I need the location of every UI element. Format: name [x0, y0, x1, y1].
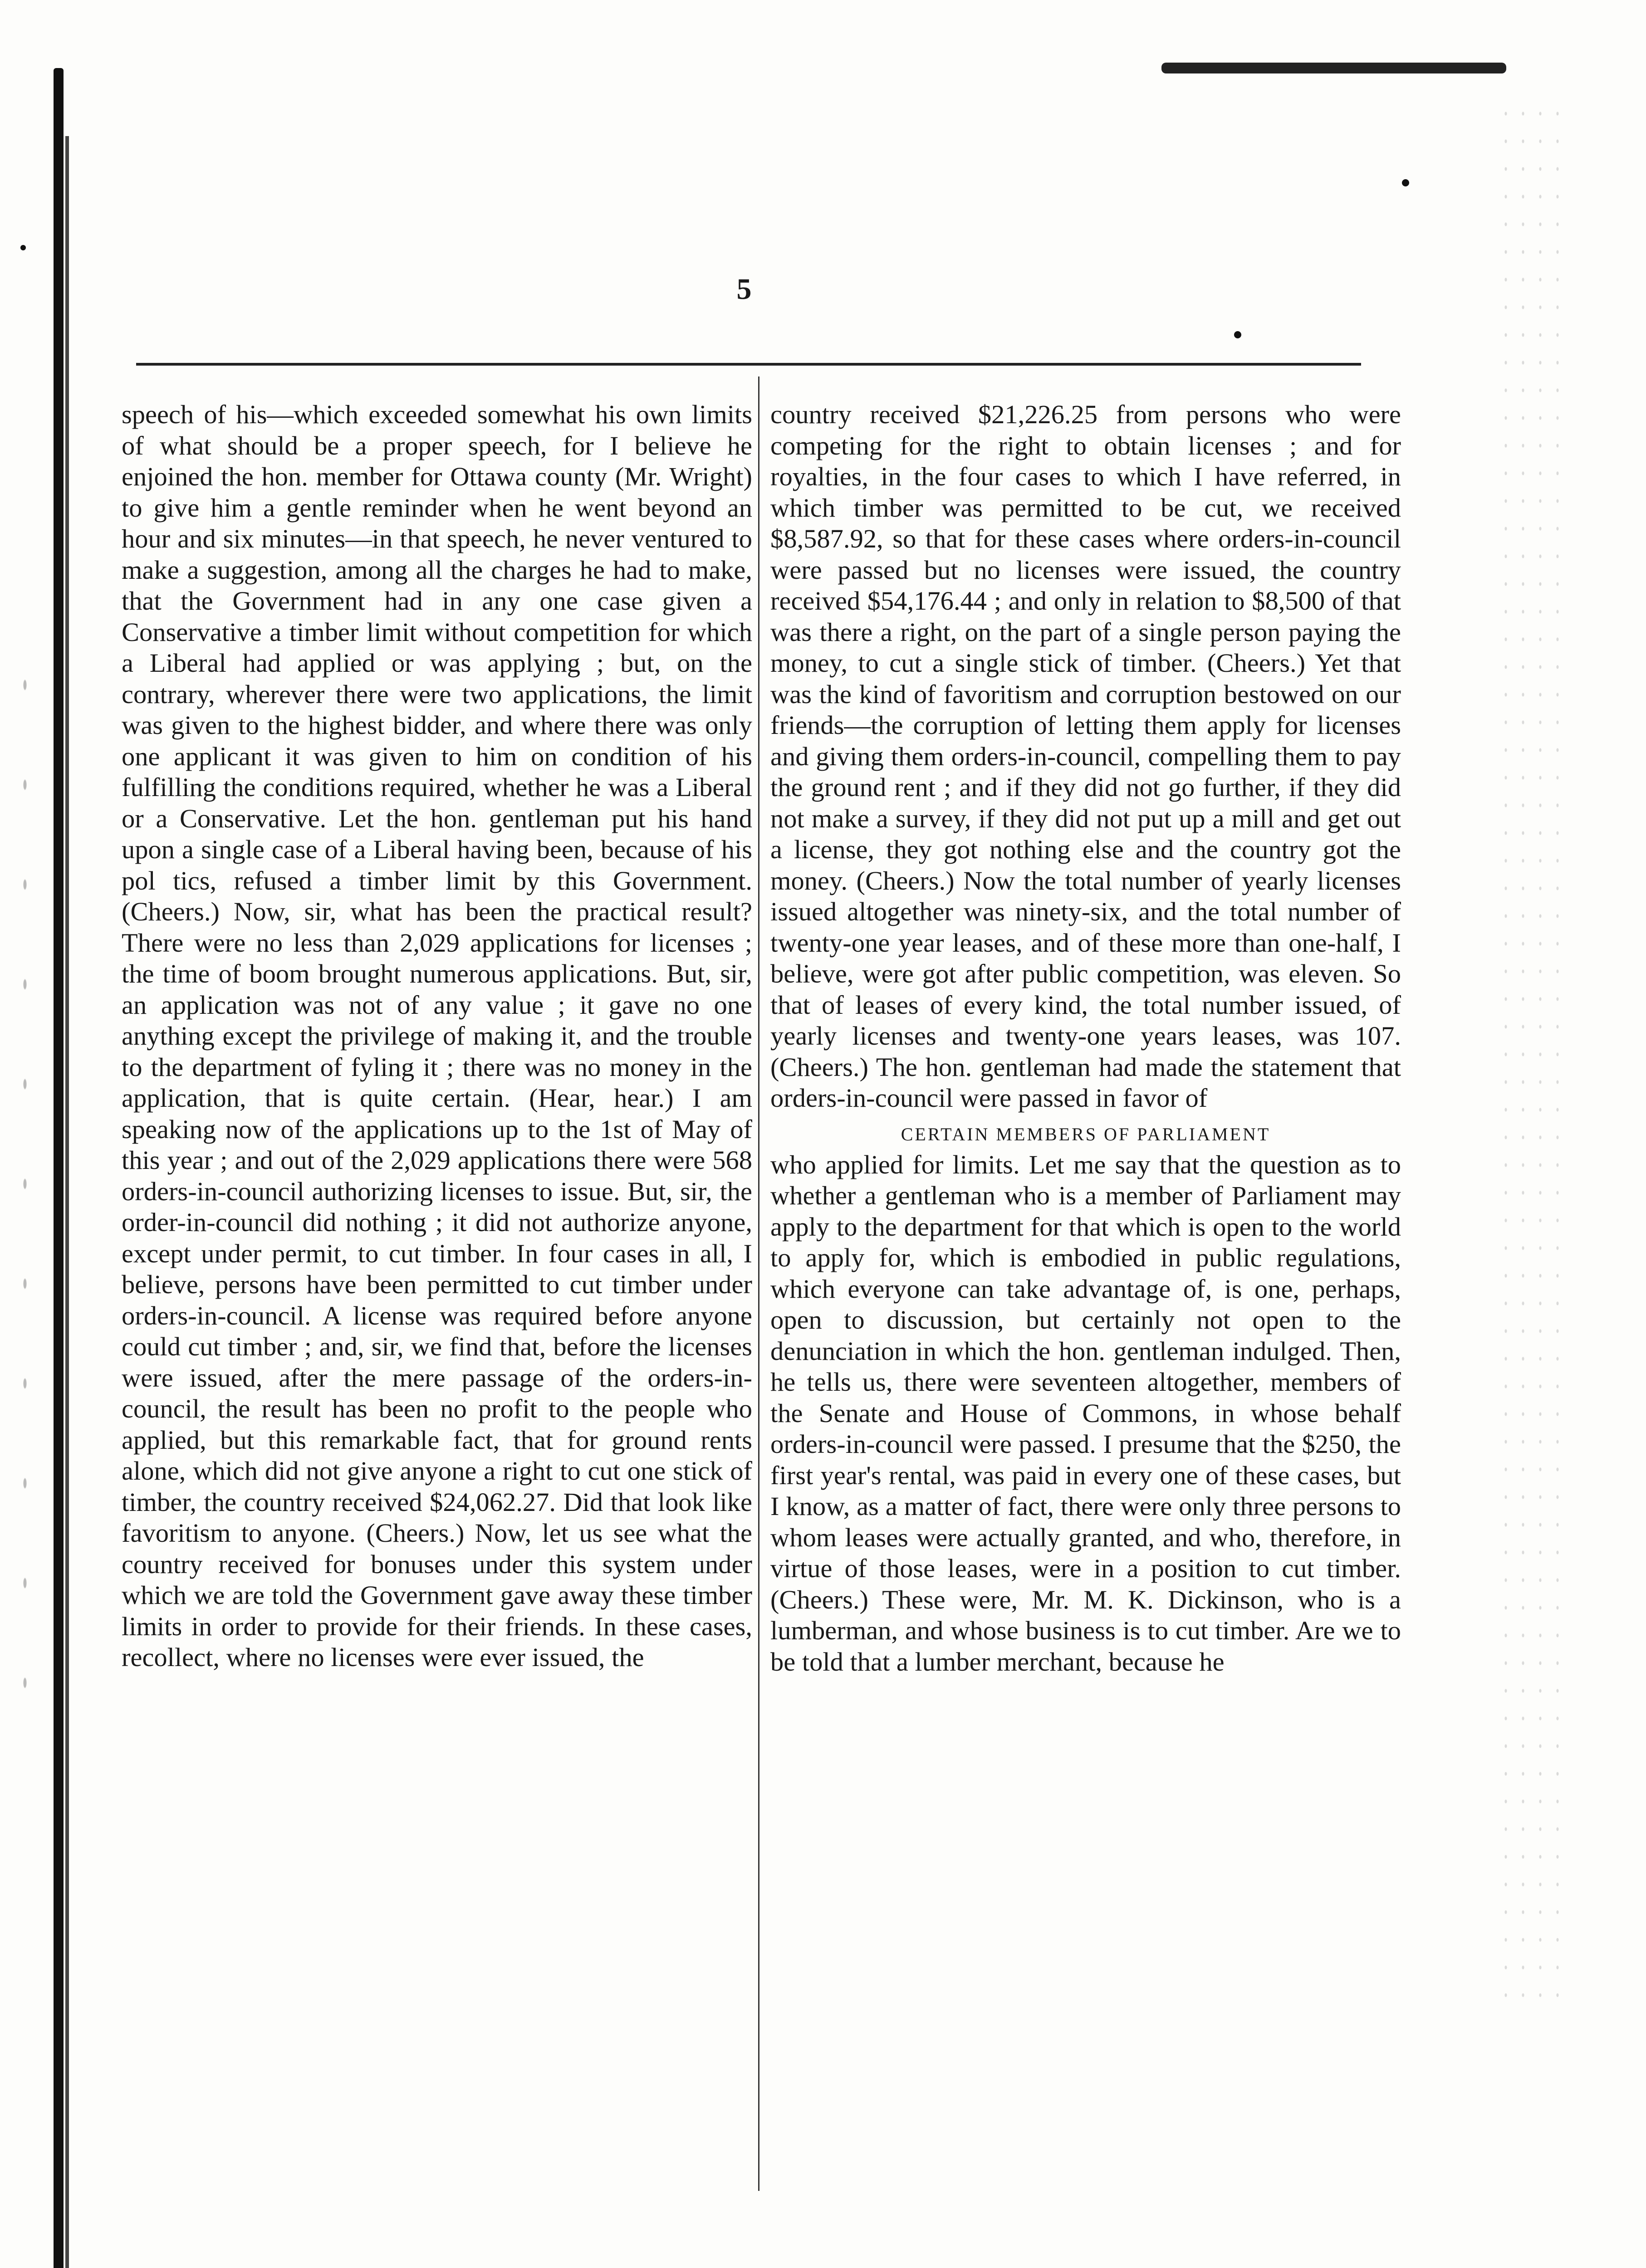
scan-top-smudge [1161, 63, 1506, 73]
page-number: 5 [736, 273, 752, 306]
right-column [770, 399, 1401, 1677]
scan-dot [1234, 331, 1241, 338]
column-divider [758, 376, 759, 2191]
scan-dot [20, 245, 26, 250]
scan-dot [1402, 179, 1409, 186]
scan-left-margin-marks [9, 635, 50, 1769]
section-heading: CERTAIN MEMBERS OF PARLIAMENT [901, 1124, 1271, 1144]
header-rule [136, 363, 1361, 366]
left-column [122, 399, 752, 1673]
right-column-text-bottom: who applied for limits. Let me say that the question as to whether a gentleman who is a member of Parliament may apply to the department for that which is open to the world to apply for, which is embodied in public regulations, which everyone can take advantage of, is one, perhaps, open to discussion, but certainly not open to the denunciation in which the hon. gentleman indulged. Then, he tells us, there were seventeen altogether, members of the Senate and House of Commons, in whose behalf orders-in-council were passed. I presume that the $250, the first year's rental, was paid in every one of these cases, but I know, as a matter of fact, there were only three persons to whom leases were actually granted, and who, therefore, in virtue of those leases, were in a position to cut timber. (Cheers.) These were, Mr. M. K. Dickinson, who is a lumberman, and whose business is to cut timber. Are we to be told that a lumber merchant, because he [770, 1149, 1401, 1677]
scan-binding-edge [54, 68, 64, 2268]
scan-binding-shadow [65, 136, 69, 2268]
scan-right-margin-speckle [1497, 100, 1570, 2005]
left-column-text: speech of his—which exceeded somewhat his own limits of what should be a proper speech, for I believe he enjoined the hon. member for Ottawa county (Mr. Wright) to give him a gentle reminder when he went beyond an hour and six minutes—in that speech, he never ventured to make a suggestion, among all the charges he had to make, that the Government had in any one case given a Conservative a timber limit without competition for which a Liberal had applied or was applying ; but, on the contrary, wherever there were two applications, the limit was given to the highest bidder, and where there was only one applicant it was given to him on condition of his fulfilling the conditions required, whether he was a Liberal or a Conservative. Let the hon. gentleman put his hand upon a single case of a Liberal having been, because of his pol tics, refused a timber limit by this Government. (Cheers.) Now, sir, what has been the practical result? There were no less than 2,029 applications for licenses ; the time of boom brought numerous applications. But, sir, an application was not of any value ; it gave no one anything except the privilege of making it, and the trouble to the department of fyling it ; there was no money in the application, that is quite certain. (Hear, hear.) I am speaking now of the applications up to the 1st of May of this year ; and out of the 2,029 applications there were 568 orders-in-council authorizing licenses to issue. But, sir, the order-in-council did nothing ; it did not authorize anyone, except under permit, to cut timber. In four cases in all, I believe, persons have been permitted to cut timber under orders-in-council. A license was required before anyone could cut timber ; and, sir, we find that, before the licenses were issued, after the mere passage of the orders-in-council, the result has been no profit to the people who applied, but this remarkable fact, that for ground rents alone, which did not give anyone a right to cut one stick of timber, the country received $24,062.27. Did that look like favoritism to anyone. (Cheers.) Now, let us see what the country received for bonuses under this system under which we are told the Government gave away these timber limits in order to provide for their friends. In these cases, recollect, where no licenses were ever issued, the [122, 400, 752, 1672]
right-column-text-top: country received $21,226.25 from persons who were competing for the right to obtain licenses ; and for royalties, in the four cases to which I have referred, in which timber was permitted to be cut, we received $8,587.92, so that for these cases where orders-in-council were passed but no licenses were issued, the country received $54,176.44 ; and only in relation to $8,500 of that was there a right, on the part of a single person paying the money, to cut a single stick of timber. (Cheers.) Yet that was the kind of favoritism and corruption bestowed on our friends—the corruption of letting them apply for licenses and giving them orders-in-council, compelling them to pay the ground rent ; and if they did not go further, if they did not make a survey, if they did not put up a mill and get out a license, they got nothing else and the country got the money. (Cheers.) Now the total number of yearly licenses issued altogether was ninety-six, and the total number of twenty-one year leases, and of these more than one-half, I believe, were got after public competition, was eleven. So that of leases of every kind, the total number issued, of yearly licenses and twenty-one years leases, was 107. (Cheers.) The hon. gentleman had made the statement that orders-in-council were passed in favor of [770, 400, 1401, 1113]
